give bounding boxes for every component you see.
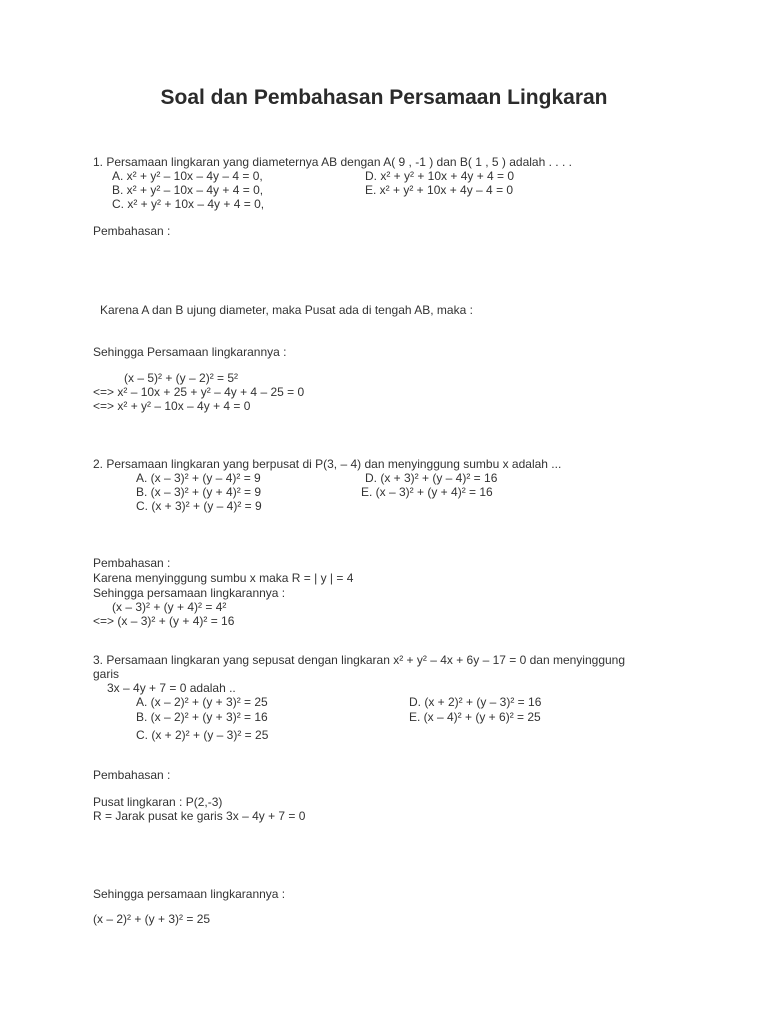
q1-step-3: <=> x² + y² – 10x – 4y + 4 = 0: [93, 399, 251, 413]
q1-question: 1. Persamaan lingkaran yang diameternya AB dengan A( 9 , -1 ) dan B( 1 , 5 ) adalah . . . .: [93, 155, 572, 169]
q1-sehingga: Sehingga Persamaan lingkarannya :: [93, 345, 287, 359]
q3-pusat: Pusat lingkaran : P(2,-3): [93, 795, 223, 809]
q3-question-line-3: 3x – 4y + 7 = 0 adalah ..: [107, 681, 236, 695]
q3-pembahasan-label: Pembahasan :: [93, 768, 171, 782]
page-title: Soal dan Pembahasan Persamaan Lingkaran: [160, 86, 608, 109]
q1-step-1: (x – 5)² + (y – 2)² = 5²: [124, 371, 239, 385]
q3-sehingga: Sehingga persamaan lingkarannya :: [93, 887, 286, 901]
q1-option-a: A. x² + y² – 10x – 4y – 4 = 0,: [112, 169, 263, 183]
q3-option-b: B. (x – 2)² + (y + 3)² = 16: [136, 710, 268, 724]
q3-option-c: C. (x + 2)² + (y – 3)² = 25: [136, 728, 269, 742]
q3-jarak: R = Jarak pusat ke garis 3x – 4y + 7 = 0: [93, 809, 306, 823]
q1-option-e: E. x² + y² + 10x + 4y – 4 = 0: [365, 183, 514, 197]
q2-option-e: E. (x – 3)² + (y + 4)² = 16: [361, 485, 493, 499]
q3-answer: (x – 2)² + (y + 3)² = 25: [93, 912, 211, 926]
q2-option-b: B. (x – 3)² + (y + 4)² = 9: [136, 485, 262, 499]
q2-line-2: Sehingga persamaan lingkarannya :: [93, 586, 286, 600]
q2-line-4: <=> (x – 3)² + (y + 4)² = 16: [93, 614, 235, 628]
q1-pembahasan-label: Pembahasan :: [93, 224, 171, 238]
q2-option-c: C. (x + 3)² + (y – 4)² = 9: [136, 499, 262, 513]
q3-option-e: E. (x – 4)² + (y + 6)² = 25: [409, 710, 541, 724]
q3-option-d: D. (x + 2)² + (y – 3)² = 16: [409, 695, 542, 709]
q2-question: 2. Persamaan lingkaran yang berpusat di P(3, – 4) dan menyinggung sumbu x adalah ...: [93, 457, 562, 471]
q1-option-c: C. x² + y² + 10x – 4y + 4 = 0,: [112, 197, 265, 211]
q3-question-line-2: garis: [93, 667, 120, 681]
q2-line-1: Karena menyinggung sumbu x maka R = | y | = 4: [93, 571, 354, 585]
q1-option-d: D. x² + y² + 10x + 4y + 4 = 0: [365, 169, 515, 183]
q3-question-line-1: 3. Persamaan lingkaran yang sepusat dengan lingkaran x² + y² – 4x + 6y – 17 = 0 dan menyinggung: [93, 653, 626, 667]
q2-option-d: D. (x + 3)² + (y – 4)² = 16: [365, 471, 498, 485]
q1-option-b: B. x² + y² – 10x – 4y + 4 = 0,: [112, 183, 264, 197]
q1-explanation: Karena A dan B ujung diameter, maka Pusat ada di tengah AB, maka :: [100, 303, 473, 317]
q3-option-a: A. (x – 2)² + (y + 3)² = 25: [136, 695, 268, 709]
q1-step-2: <=> x² – 10x + 25 + y² – 4y + 4 – 25 = 0: [93, 385, 305, 399]
q2-pembahasan-label: Pembahasan :: [93, 556, 171, 570]
q2-line-3: (x – 3)² + (y + 4)² = 4²: [112, 600, 227, 614]
q2-option-a: A. (x – 3)² + (y – 4)² = 9: [136, 471, 261, 485]
